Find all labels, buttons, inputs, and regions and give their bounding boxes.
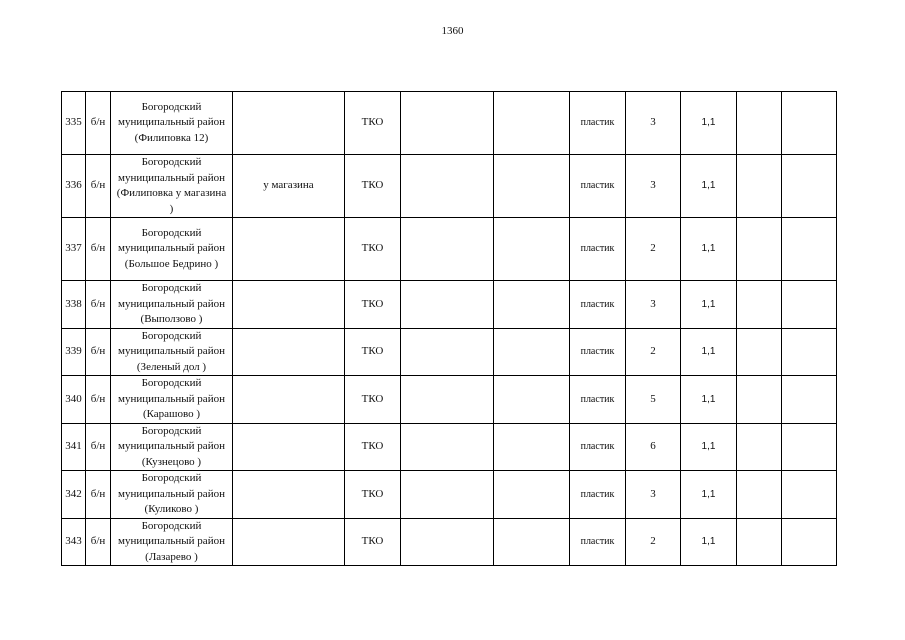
district-cell: [111, 518, 233, 566]
district-line: (Кузнецово ): [141, 455, 202, 468]
container-volume-cell: 1,1: [681, 518, 737, 566]
district-line: муниципальный район: [118, 392, 225, 405]
empty-cell: [782, 92, 837, 155]
district-line: муниципальный район: [118, 440, 225, 452]
container-count-cell: 3: [626, 92, 681, 155]
empty-cell: [782, 471, 837, 519]
row-bn-cell: б/н: [86, 518, 111, 566]
empty-cell: [401, 423, 494, 471]
row-number-cell: 337: [62, 218, 86, 281]
district-cell: [111, 328, 233, 376]
row-bn-cell: б/н: [86, 281, 111, 329]
container-count-cell: 3: [626, 281, 681, 329]
empty-cell: [737, 218, 782, 281]
empty-cell: [494, 376, 570, 424]
container-count-cell: 3: [626, 155, 681, 218]
row-number-cell: 343: [62, 518, 86, 566]
table-row: [62, 281, 837, 329]
district-cell: [111, 92, 233, 155]
district-cell: [111, 281, 233, 329]
table-row: [62, 155, 837, 218]
district-line: Богородский: [141, 282, 202, 294]
container-count-cell: 2: [626, 328, 681, 376]
material-cell: пластик: [570, 92, 626, 155]
district-line: ): [169, 202, 174, 215]
empty-cell: [494, 281, 570, 329]
district-line: (Зеленый дол ): [136, 360, 207, 373]
waste-type-cell: ТКО: [345, 281, 401, 329]
waste-type-cell: ТКО: [345, 328, 401, 376]
district-line: Богородский: [141, 226, 202, 239]
material-cell: пластик: [570, 423, 626, 471]
empty-cell: [401, 155, 494, 218]
district-line: муниципальный район: [118, 487, 225, 500]
row-bn-cell: б/н: [86, 328, 111, 376]
empty-cell: [401, 218, 494, 281]
container-count-cell: 3: [626, 471, 681, 519]
district-line: муниципальный район: [118, 535, 225, 547]
table-row: [62, 92, 837, 155]
empty-cell: [782, 518, 837, 566]
district-cell: [111, 155, 233, 218]
location-cell: [233, 376, 345, 424]
location-cell: [233, 518, 345, 566]
empty-cell: [737, 423, 782, 471]
table-row: [62, 518, 837, 566]
empty-cell: [737, 376, 782, 424]
row-number-cell: 342: [62, 471, 86, 519]
container-count-cell: 5: [626, 376, 681, 424]
empty-cell: [494, 471, 570, 519]
district-cell: [111, 471, 233, 519]
empty-cell: [494, 92, 570, 155]
empty-cell: [494, 328, 570, 376]
district-cell: [111, 376, 233, 424]
empty-cell: [494, 518, 570, 566]
table-row: [62, 328, 837, 376]
row-bn-cell: б/н: [86, 376, 111, 424]
district-line: Богородский: [141, 329, 202, 342]
waste-type-cell: ТКО: [345, 471, 401, 519]
district-line: муниципальный район: [118, 116, 225, 129]
empty-cell: [737, 471, 782, 519]
row-bn-cell: б/н: [86, 92, 111, 155]
empty-cell: [401, 518, 494, 566]
row-number-cell: 336: [62, 155, 86, 218]
row-number-cell: 341: [62, 423, 86, 471]
container-volume-cell: 1,1: [681, 155, 737, 218]
table-row: [62, 471, 837, 519]
row-bn-cell: б/н: [86, 218, 111, 281]
district-line: (Карашово ): [142, 408, 201, 420]
empty-cell: [782, 328, 837, 376]
empty-cell: [782, 155, 837, 218]
row-number-cell: 338: [62, 281, 86, 329]
container-volume-cell: 1,1: [681, 423, 737, 471]
empty-cell: [737, 281, 782, 329]
empty-cell: [494, 155, 570, 218]
district-line: Богородский: [141, 100, 202, 113]
container-volume-cell: 1,1: [681, 92, 737, 155]
district-line: (Лазарево ): [145, 550, 198, 563]
container-volume-cell: 1,1: [681, 281, 737, 329]
empty-cell: [737, 328, 782, 376]
district-line: Богородский: [141, 472, 202, 484]
material-cell: пластик: [570, 328, 626, 376]
row-bn-cell: б/н: [86, 155, 111, 218]
material-cell: пластик: [570, 218, 626, 281]
material-cell: пластик: [570, 471, 626, 519]
empty-cell: [782, 218, 837, 281]
empty-cell: [401, 328, 494, 376]
row-number-cell: 340: [62, 376, 86, 424]
district-line: (Куликово ): [144, 503, 199, 515]
district-line: Богородский: [141, 156, 202, 168]
empty-cell: [782, 423, 837, 471]
district-line: (Выползово ): [140, 313, 203, 325]
district-line: (Филиповка у магазина: [116, 187, 227, 199]
location-cell: [233, 92, 345, 155]
district-cell: [111, 423, 233, 471]
waste-type-cell: ТКО: [345, 518, 401, 566]
empty-cell: [401, 376, 494, 424]
location-cell: [233, 218, 345, 281]
container-volume-cell: 1,1: [681, 218, 737, 281]
row-number-cell: 335: [62, 92, 86, 155]
empty-cell: [737, 155, 782, 218]
empty-cell: [737, 92, 782, 155]
empty-cell: [737, 518, 782, 566]
district-line: (Филиповка 12): [134, 131, 209, 144]
district-line: Богородский: [141, 424, 202, 437]
table-body: [62, 92, 837, 566]
container-count-cell: 2: [626, 518, 681, 566]
waste-type-cell: ТКО: [345, 92, 401, 155]
location-cell: [233, 423, 345, 471]
location-cell: [233, 328, 345, 376]
waste-type-cell: ТКО: [345, 155, 401, 218]
page-number: 1360: [441, 25, 464, 37]
empty-cell: [401, 471, 494, 519]
container-count-cell: 2: [626, 218, 681, 281]
row-bn-cell: б/н: [86, 423, 111, 471]
table-row: [62, 423, 837, 471]
material-cell: пластик: [570, 281, 626, 329]
district-line: муниципальный район: [118, 345, 225, 357]
empty-cell: [782, 281, 837, 329]
waste-type-cell: ТКО: [345, 218, 401, 281]
district-line: Богородский: [141, 377, 202, 389]
container-volume-cell: 1,1: [681, 376, 737, 424]
waste-sites-table: [61, 91, 837, 566]
empty-cell: [401, 92, 494, 155]
container-count-cell: 6: [626, 423, 681, 471]
district-line: Богородский: [141, 519, 202, 532]
empty-cell: [782, 376, 837, 424]
row-number-cell: 339: [62, 328, 86, 376]
waste-type-cell: ТКО: [345, 376, 401, 424]
location-cell: [233, 281, 345, 329]
empty-cell: [401, 281, 494, 329]
district-cell: [111, 218, 233, 281]
container-volume-cell: 1,1: [681, 471, 737, 519]
container-volume-cell: 1,1: [681, 328, 737, 376]
material-cell: пластик: [570, 518, 626, 566]
district-line: муниципальный район: [118, 297, 225, 310]
row-bn-cell: б/н: [86, 471, 111, 519]
empty-cell: [494, 218, 570, 281]
location-cell: [233, 471, 345, 519]
district-line: муниципальный район: [118, 171, 225, 184]
table-row: [62, 376, 837, 424]
empty-cell: [494, 423, 570, 471]
district-line: муниципальный район: [118, 242, 225, 255]
material-cell: пластик: [570, 155, 626, 218]
location-cell: у магазина: [233, 155, 345, 218]
waste-type-cell: ТКО: [345, 423, 401, 471]
district-line: (Большое Бедрино ): [124, 257, 219, 270]
material-cell: пластик: [570, 376, 626, 424]
table-row: [62, 218, 837, 281]
